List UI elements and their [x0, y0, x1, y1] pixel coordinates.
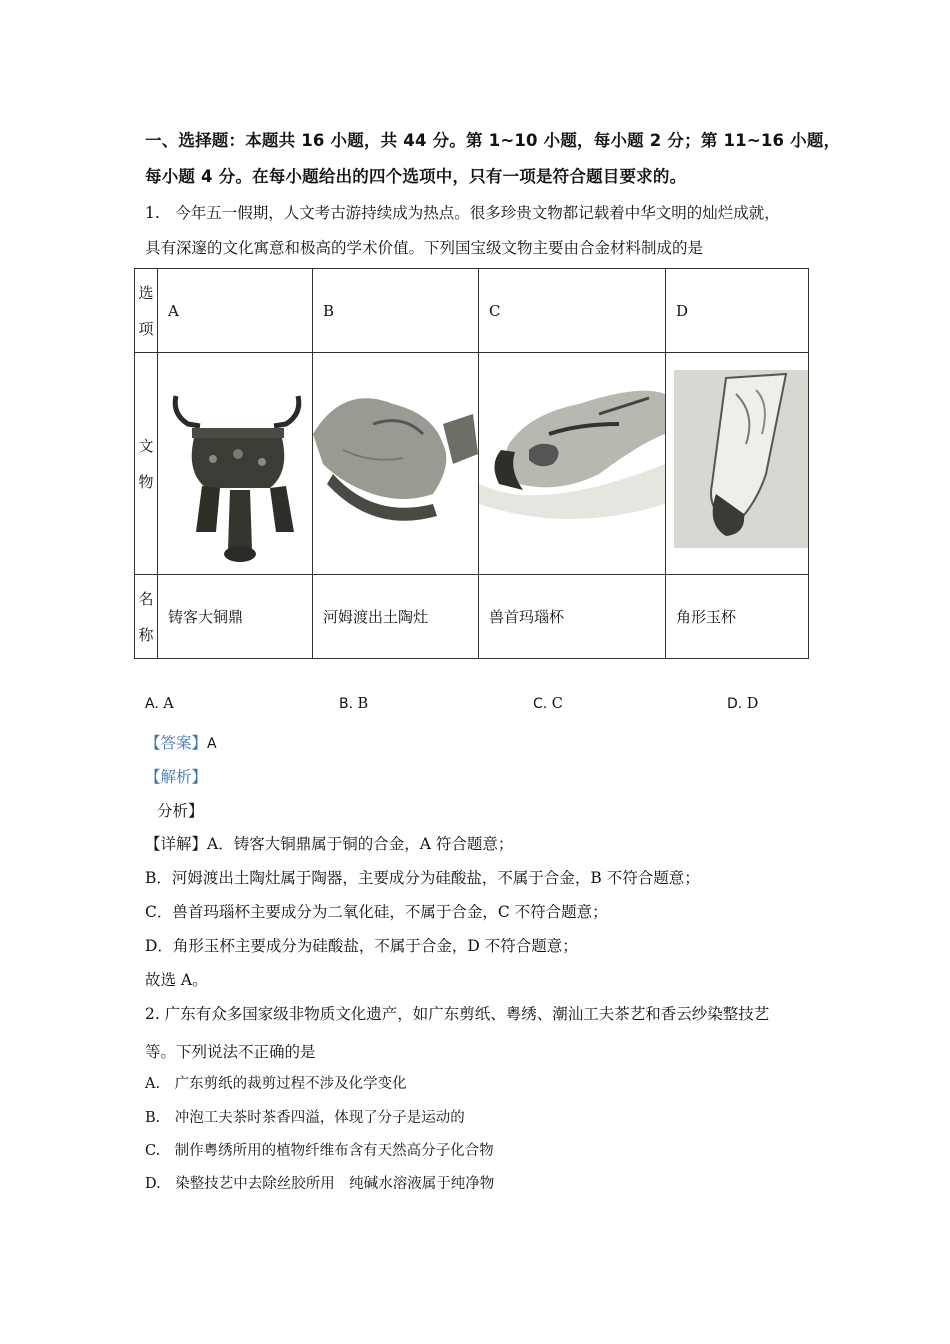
answer-line: [145, 731, 217, 753]
table-row-names: [135, 575, 809, 659]
choice-letter: D.: [727, 696, 743, 712]
question-1-stem-line-1: 1. 今年五一假期，人文考古游持续成为热点。很多珍贵文物都记载着中华文明的灿烂成就，: [145, 204, 780, 222]
row-header-option: [135, 269, 158, 353]
choice-letter: A.: [145, 696, 159, 712]
detail-line-4: D．角形玉杯主要成分为硅酸盐，不属于合金，D 不符合题意；: [145, 937, 578, 955]
row-header-char: 名: [138, 589, 154, 608]
agate-cup-icon: [479, 354, 665, 574]
option-c-label: C: [479, 269, 666, 353]
detail-line-2: B．河姆渡出土陶灶属于陶器，主要成分为硅酸盐，不属于合金，B 不符合题意；: [145, 869, 700, 887]
analysis-label: 【解析】: [145, 768, 208, 786]
question-1-stem-line-2: 具有深邃的文化寓意和极高的学术价值。下列国宝级文物主要由合金材料制成的是: [145, 239, 704, 257]
table-row-options: [135, 269, 809, 353]
question-2-option-b[interactable]: B. 冲泡工夫茶时茶香四溢，体现了分子是运动的: [145, 1110, 465, 1126]
row-header-char: 项: [138, 319, 154, 338]
question-2-option-c[interactable]: C. 制作粤绣所用的植物纤维布含有天然高分子化合物: [145, 1143, 494, 1159]
option-a-label: A: [158, 269, 313, 353]
question-2-stem-line-1: 2. 广东有众多国家级非物质文化遗产，如广东剪纸、粤绣、潮汕工夫茶艺和香云纱染整技艺: [145, 1005, 770, 1023]
relic-b-cell: [313, 353, 479, 575]
choice-text: B: [357, 696, 369, 712]
detail-line-3: C．兽首玛瑙杯主要成分为二氧化硅，不属于合金，C 不符合题意；: [145, 903, 608, 921]
choice-a[interactable]: [145, 696, 174, 712]
choice-text: A: [163, 696, 174, 712]
choice-letter: C.: [533, 696, 548, 712]
relic-a-cell: [158, 353, 313, 575]
pottery-stove-icon: [313, 354, 478, 574]
detail-line-1: 【详解】A．铸客大铜鼎属于铜的合金，A 符合题意；: [145, 835, 514, 853]
choice-c[interactable]: [533, 696, 563, 712]
choice-text: D: [746, 696, 759, 712]
jade-horn-cup-icon: [666, 354, 808, 574]
section-title-line-2: 每小题 4 分。在每小题给出的四个选项中，只有一项是符合题目要求的。: [145, 167, 687, 186]
relic-c-cell: [479, 353, 666, 575]
section-title-line-1: 一、选择题：本题共 16 小题，共 44 分。第 1~10 小题，每小题 2 分；第 11~16 小题，: [145, 131, 841, 150]
answer-value: A: [207, 736, 217, 752]
choice-d[interactable]: [727, 696, 758, 712]
row-header-char: 物: [138, 472, 154, 491]
relics-table: [134, 268, 809, 659]
row-header-relic: [135, 353, 158, 575]
choice-text: C: [551, 696, 563, 712]
bronze-ding-icon: [158, 354, 312, 574]
choice-letter: B.: [339, 696, 354, 712]
conclusion-line: 故选 A。: [145, 971, 208, 989]
row-header-char: 文: [138, 436, 154, 455]
row-header-name: [135, 575, 158, 659]
choice-b[interactable]: [339, 696, 368, 712]
option-d-label: D: [666, 269, 809, 353]
option-b-label: B: [313, 269, 479, 353]
relic-d-cell: [666, 353, 809, 575]
question-2-option-a[interactable]: A. 广东剪纸的裁剪过程不涉及化学变化: [145, 1076, 407, 1092]
row-header-char: 称: [138, 625, 154, 644]
table-row-relics: [135, 353, 809, 575]
relic-a-name: 铸客大铜鼎: [158, 575, 313, 659]
answer-label: 【答案】: [145, 734, 208, 752]
question-2-option-d[interactable]: D. 染整技艺中去除丝胶所用 纯碱水溶液属于纯净物: [145, 1176, 495, 1192]
relic-d-name: 角形玉杯: [666, 575, 809, 659]
question-2-stem-line-2: 等。下列说法不正确的是: [145, 1043, 316, 1061]
relic-b-name: 河姆渡出土陶灶: [313, 575, 479, 659]
analysis-line: 分析】: [157, 802, 204, 820]
row-header-char: 选: [138, 283, 154, 302]
relic-c-name: 兽首玛瑙杯: [479, 575, 666, 659]
